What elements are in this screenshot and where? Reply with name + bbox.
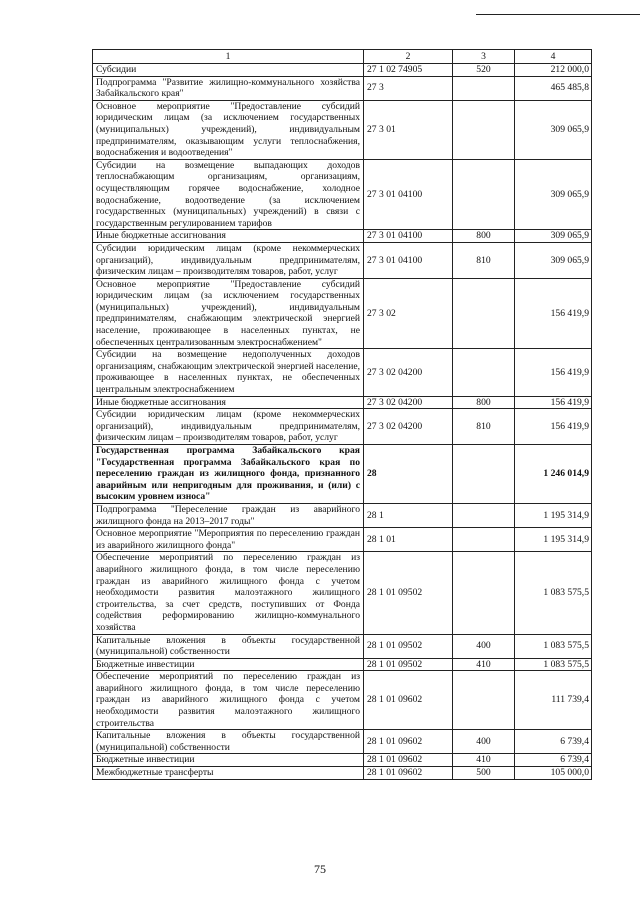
row-amount: 465 485,8 <box>515 76 592 100</box>
row-name: Государственная программа Забайкальского края "Государственная программа Забайкальского края по переселению граждан из жилищного фонда, признанного аварийным или непригодным для проживания, и (или) с высоким уровнем износа" <box>93 445 364 504</box>
row-expense-type <box>453 76 515 100</box>
row-code: 27 3 <box>364 76 453 100</box>
table-row <box>93 159 592 230</box>
page-number: 75 <box>314 862 326 876</box>
row-amount: 309 065,9 <box>515 159 592 230</box>
row-code: 27 3 02 04200 <box>364 349 453 396</box>
row-expense-type: 800 <box>453 230 515 243</box>
row-code: 27 3 01 04100 <box>364 159 453 230</box>
row-expense-type: 500 <box>453 767 515 780</box>
table-row <box>93 671 592 730</box>
table-row <box>93 658 592 671</box>
row-amount: 156 419,9 <box>515 396 592 409</box>
row-expense-type: 400 <box>453 730 515 754</box>
row-expense-type <box>453 552 515 634</box>
row-expense-type <box>453 100 515 159</box>
row-expense-type: 810 <box>453 242 515 278</box>
table-row <box>93 552 592 634</box>
row-code: 27 1 02 74905 <box>364 64 453 77</box>
table-row <box>93 528 592 552</box>
row-expense-type <box>453 278 515 349</box>
row-expense-type: 400 <box>453 634 515 658</box>
row-name: Субсидии юридическим лицам (кроме некоммерческих организаций), индивидуальным предпринимателям, физическим лицам – производителям товаров, работ, услуг <box>93 409 364 445</box>
row-code: 28 1 <box>364 503 453 527</box>
row-amount: 1 083 575,5 <box>515 552 592 634</box>
row-name: Межбюджетные трансферты <box>93 767 364 780</box>
row-name: Субсидии юридическим лицам (кроме некоммерческих организаций), индивидуальным предпринимателям, физическим лицам – производителям товаров, работ, услуг <box>93 242 364 278</box>
row-name: Подпрограмма "Развитие жилищно-коммунального хозяйства Забайкальского края" <box>93 76 364 100</box>
header-col-3: 3 <box>453 50 515 64</box>
row-code: 28 <box>364 445 453 504</box>
row-name: Основное мероприятие "Предоставление субсидий юридическим лицам (за исключением государственных (муниципальных) учреждений), индивидуальным предпринимателям, снабжающим электрической энергией население, проживающее в населенных пунктах, не обеспеченных централизованным электроснабжением" <box>93 278 364 349</box>
table-row <box>93 349 592 396</box>
row-code: 27 3 02 04200 <box>364 409 453 445</box>
row-expense-type: 410 <box>453 658 515 671</box>
row-code: 27 3 02 <box>364 278 453 349</box>
row-amount: 212 000,0 <box>515 64 592 77</box>
row-name: Субсидии на возмещение недополученных доходов организациям, снабжающим электрической энергией население, проживающее в населенных пунктах, не обеспеченных центральным электроснабжением <box>93 349 364 396</box>
row-code: 28 1 01 09602 <box>364 730 453 754</box>
row-name: Капитальные вложения в объекты государственной (муниципальной) собственности <box>93 634 364 658</box>
row-amount: 309 065,9 <box>515 230 592 243</box>
row-code: 27 3 01 04100 <box>364 230 453 243</box>
row-code: 28 1 01 09602 <box>364 754 453 767</box>
row-name: Бюджетные инвестиции <box>93 658 364 671</box>
row-name: Обеспечение мероприятий по переселению граждан из аварийного жилищного фонда, в том числе переселению граждан из аварийного жилищного фонда с учетом необходимости развития малоэтажного жилищного строительства, за счет средств, поступивших от Фонда содействия реформированию жилищно-коммунального хозяйства <box>93 552 364 634</box>
row-expense-type: 410 <box>453 754 515 767</box>
row-amount: 6 739,4 <box>515 754 592 767</box>
table-row <box>93 230 592 243</box>
row-name: Основное мероприятие "Предоставление субсидий юридическим лицам (за исключением государственных (муниципальных) учреждений), индивидуальным предпринимателям, оказывающим услуги теплоснабжения, водоснабжения и водоотведения" <box>93 100 364 159</box>
row-expense-type <box>453 528 515 552</box>
row-expense-type: 520 <box>453 64 515 77</box>
row-expense-type: 800 <box>453 396 515 409</box>
row-amount: 1 195 314,9 <box>515 528 592 552</box>
row-expense-type: 810 <box>453 409 515 445</box>
table-row <box>93 278 592 349</box>
table-row <box>93 76 592 100</box>
row-name: Основное мероприятие "Мероприятия по переселению граждан из аварийного жилищного фонда" <box>93 528 364 552</box>
row-expense-type <box>453 503 515 527</box>
table-row <box>93 634 592 658</box>
row-code: 28 1 01 09502 <box>364 658 453 671</box>
row-name: Иные бюджетные ассигнования <box>93 396 364 409</box>
row-code: 28 1 01 09502 <box>364 552 453 634</box>
row-amount: 105 000,0 <box>515 767 592 780</box>
row-amount: 309 065,9 <box>515 100 592 159</box>
row-name: Иные бюджетные ассигнования <box>93 230 364 243</box>
table-row <box>93 503 592 527</box>
header-col-4: 4 <box>515 50 592 64</box>
table-row <box>93 445 592 504</box>
table-row <box>93 754 592 767</box>
row-amount: 309 065,9 <box>515 242 592 278</box>
row-amount: 156 419,9 <box>515 409 592 445</box>
row-amount: 1 083 575,5 <box>515 634 592 658</box>
row-amount: 156 419,9 <box>515 349 592 396</box>
row-code: 28 1 01 <box>364 528 453 552</box>
row-expense-type <box>453 671 515 730</box>
row-code: 27 3 02 04200 <box>364 396 453 409</box>
row-code: 28 1 01 09602 <box>364 767 453 780</box>
table-row <box>93 242 592 278</box>
row-amount: 1 246 014,9 <box>515 445 592 504</box>
row-expense-type <box>453 159 515 230</box>
row-code: 27 3 01 04100 <box>364 242 453 278</box>
table-row <box>93 767 592 780</box>
row-expense-type <box>453 349 515 396</box>
table-row <box>93 409 592 445</box>
row-name: Подпрограмма "Переселение граждан из аварийного жилищного фонда на 2013–2017 годы" <box>93 503 364 527</box>
row-name: Бюджетные инвестиции <box>93 754 364 767</box>
table-row <box>93 730 592 754</box>
row-expense-type <box>453 445 515 504</box>
top-rule <box>476 14 640 15</box>
table-row <box>93 64 592 77</box>
row-amount: 6 739,4 <box>515 730 592 754</box>
row-name: Обеспечение мероприятий по переселению граждан из аварийного жилищного фонда, в том числе переселению граждан из аварийного жилищного фонда с учетом необходимости развития малоэтажного жилищного строительства <box>93 671 364 730</box>
row-amount: 156 419,9 <box>515 278 592 349</box>
row-amount: 111 739,4 <box>515 671 592 730</box>
budget-table <box>92 49 592 780</box>
row-name: Субсидии <box>93 64 364 77</box>
row-name: Капитальные вложения в объекты государственной (муниципальной) собственности <box>93 730 364 754</box>
row-code: 27 3 01 <box>364 100 453 159</box>
row-amount: 1 083 575,5 <box>515 658 592 671</box>
header-col-1: 1 <box>93 50 364 64</box>
table-row <box>93 396 592 409</box>
row-amount: 1 195 314,9 <box>515 503 592 527</box>
row-code: 28 1 01 09502 <box>364 634 453 658</box>
row-code: 28 1 01 09602 <box>364 671 453 730</box>
row-name: Субсидии на возмещение выпадающих доходов теплоснабжающим организациям, организациям, осуществляющим горячее водоснабжение, холодное водоснабжение, водоотведение (за исключением государственных (муниципальных) учреждений) в связи с государственным регулированием тарифов <box>93 159 364 230</box>
header-col-2: 2 <box>364 50 453 64</box>
table-header-row <box>93 50 592 64</box>
table-row <box>93 100 592 159</box>
